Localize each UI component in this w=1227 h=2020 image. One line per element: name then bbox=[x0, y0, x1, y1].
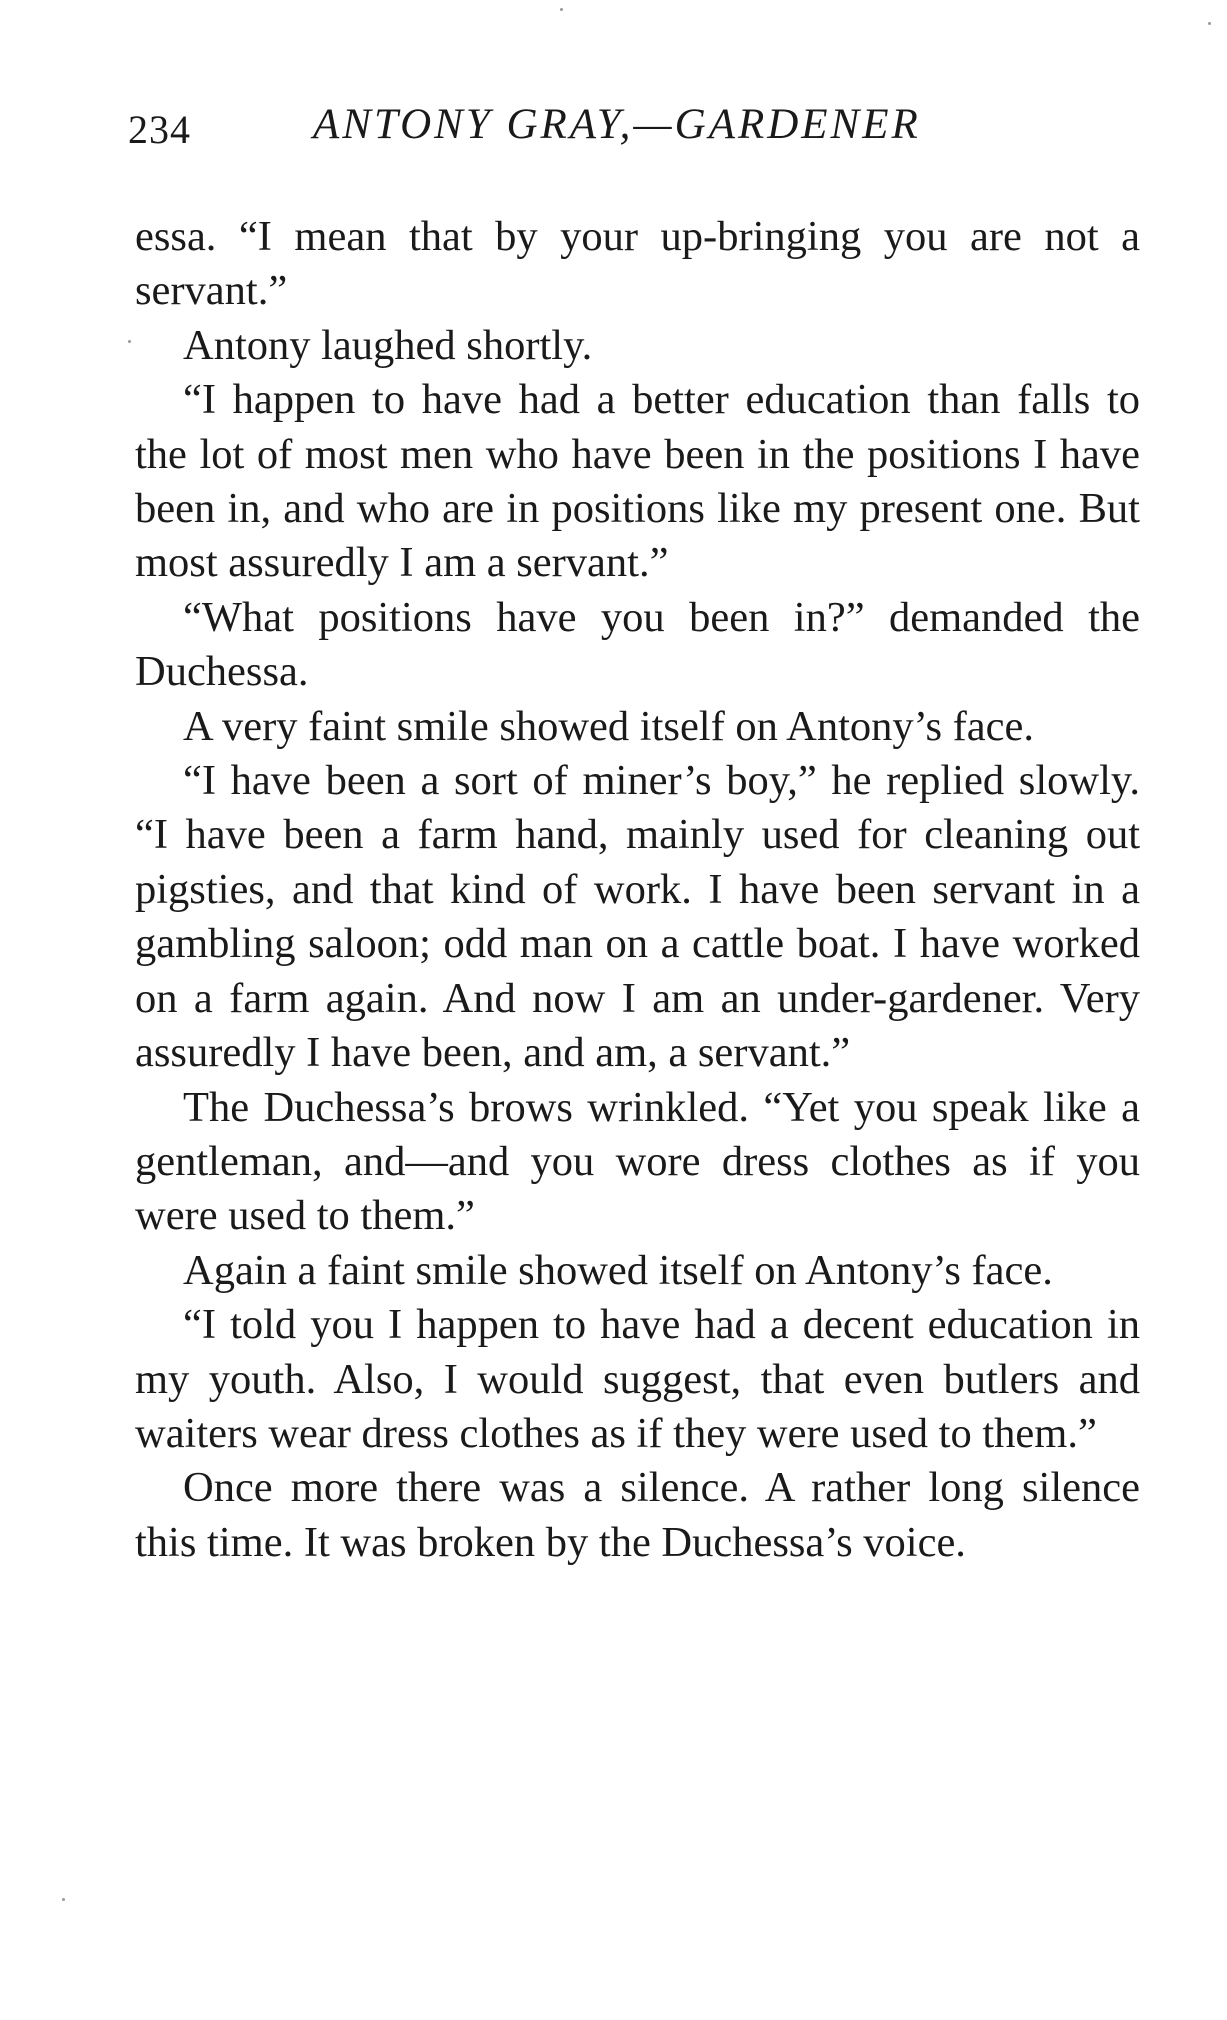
paragraph-continuation: essa. “I mean that by your up-bringing you are not a servant.” bbox=[135, 213, 1140, 315]
running-head bbox=[128, 100, 1138, 160]
paragraph: Antony laughed shortly. bbox=[183, 321, 593, 369]
body-text bbox=[135, 210, 1140, 1570]
running-title: ANTONY GRAY,—GARDENER bbox=[313, 101, 921, 148]
paragraph: Again a faint smile showed itself on Antony’s face. bbox=[183, 1246, 1053, 1294]
paragraph: “I have been a sort of miner’s boy,” he replied slowly. “I have been a farm hand, mainly used for cleaning out pigsties, and that kind of work. I have been servant in a gambling saloon; odd man on a cattle boat. I have worked on a farm again. And now I am an under-gardener. Very assuredly I have been, and am, a servant.” bbox=[135, 757, 1140, 1077]
paper-speck bbox=[560, 8, 563, 11]
page-number: 234 bbox=[128, 107, 191, 152]
paper-speck bbox=[62, 1898, 65, 1901]
paper-speck bbox=[1208, 22, 1211, 25]
paragraph: Once more there was a silence. A rather long silence this time. It was broken by the Duchessa’s voice. bbox=[135, 1464, 1140, 1566]
paragraph: “I happen to have had a better education than falls to the lot of most men who have been in the positions I have been in, and who are in positions like my present one. But most assuredly I am a servant.” bbox=[135, 376, 1140, 587]
paragraph: A very faint smile showed itself on Antony’s face. bbox=[183, 702, 1035, 750]
paragraph: “I told you I happen to have had a decent education in my youth. Also, I would suggest, that even butlers and waiters wear dress clothes as if they were used to them.” bbox=[135, 1301, 1140, 1457]
paragraph: “What positions have you been in?” demanded the Duchessa. bbox=[135, 593, 1140, 696]
paragraph: The Duchessa’s brows wrinkled. “Yet you speak like a gentleman, and—and you wore dress clothes as if you were used to them.” bbox=[135, 1083, 1140, 1240]
paper-speck bbox=[128, 340, 131, 343]
